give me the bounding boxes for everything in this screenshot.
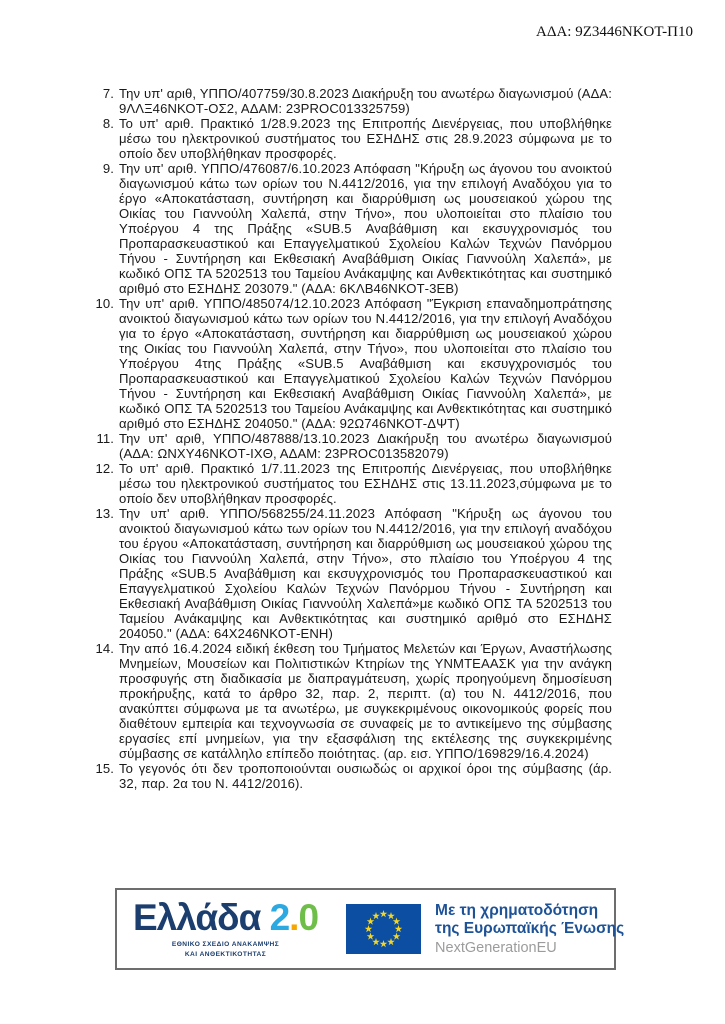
next-generation-eu-label: NextGenerationEU	[435, 939, 557, 956]
list-item-text: Την υπ' αριθ, ΥΠΠΟ/487888/13.10.2023 Διακήρυξη του ανωτέρω διαγωνισμού (ΑΔΑ: ΩΝΧΥ46ΝΚΟΤ-ΙΧΘ, ΑΔΑΜ: 23PROC013582079)	[119, 431, 612, 461]
eu-funding-line2: της Ευρωπαϊκής Ένωσης	[435, 919, 625, 937]
list-item-number: 13.	[95, 506, 114, 521]
greece-wordmark-text: Ελλάδα	[133, 897, 261, 939]
list-item-number: 15.	[95, 761, 114, 776]
greece-version-0: 0	[298, 897, 319, 939]
list-item-text: Την υπ' αριθ, ΥΠΠΟ/407759/30.8.2023 Διακήρυξη του ανωτέρω διαγωνισμού (ΑΔΑ: 9ΛΛΞ46ΝΚΟΤ-ΟΣ2, ΑΔΑΜ: 23PROC013325759)	[119, 86, 612, 116]
eu-funding-line1: Με τη χρηματοδότηση	[435, 902, 599, 920]
list-item-number: 12.	[95, 461, 114, 476]
list-item-text: Το γεγονός ότι δεν τροποποιούνται ουσιωδώς οι αρχικοί όροι της σύμβασης (άρ. 32, παρ. 2α του Ν. 4412/2016).	[119, 761, 612, 791]
list-item-text: Την υπ' αριθ. ΥΠΠΟ/485074/12.10.2023 Απόφαση "Έγκριση επαναδημοπράτησης ανοικτού διαγωνισμού κάτω των ορίων του Ν.4412/2016, για την επιλογή Αναδόχου για το έργο «Αποκατάσταση, συντήρηση και διαρρύθμιση ως μουσειακού χώρου της Οικίας του Γιαννούλη Χαλεπά, στην Τήνο», που υλοποιείται στο πλαίσιο του Υποέργου 4της Πράξης «SUB.5 Αναβάθμιση και εκσυγχρονισμός του Προπαρασκευαστικού και Επαγγελματικού Σχολείου Καλών Τεχνών Πανόρμου Τήνου - Συντήρηση και Εκθεσιακή Αναβάθμιση Οικίας Γιαννούλη Χαλεπά», με κωδικό ΟΠΣ ΤΑ 5202513 του Ταμείου Ανάκαμψης και Ανθεκτικότητας και συστημικό αριθμό στο ΕΣΗΔΗΣ 204050." (ΑΔΑ: 92Ω746ΝΚΟΤ-ΔΨΤ)	[119, 296, 612, 431]
greece-logo-subtitle-line1: ΕΘΝΙΚΟ ΣΧΕΔΙΟ ΑΝΑΚΑΜΨΗΣ	[171, 941, 280, 949]
list-item-number: 9.	[102, 161, 114, 176]
list-item-text: Την υπ' αριθ. ΥΠΠΟ/568255/24.11.2023 Απόφαση "Κήρυξη ως άγονου του ανοικτού διαγωνισμού κάτω των ορίων του Ν.4412/2016, για την επιλογή αναδόχου του έργου «Αποκατάσταση, συντήρηση και διαρρύθμιση ως μουσειακού χώρου της Οικίας του Γιαννούλη Χαλεπά, στην Τήνο», στο πλαίσιο του Υποέργου 4 της Πράξης «SUB.5 Αναβάθμιση και εκσυγχρονισμός του Προπαρασκευαστικού και Επαγγελματικού Σχολείου Καλών Τεχνών Πανόρμου Τήνου - Συντήρηση και Εκθεσιακή Αναβάθμιση Οικίας Γιαννούλη Χαλεπά»με κωδικό ΟΠΣ ΤΑ 5202513 του Ταμείου Ανάκαμψης και Ανθεκτικότητας και συστημικό αριθμό στο ΕΣΗΔΗΣ 204050." (ΑΔΑ: 64Χ246ΝΚΟΤ-ΕΝΗ)	[119, 506, 612, 641]
greece-logo-subtitle-line2: ΚΑΙ ΑΝΘΕΚΤΙΚΟΤΗΤΑΣ	[184, 950, 267, 958]
greece-2-0-wordmark	[133, 897, 319, 939]
list-item	[94, 116, 612, 161]
list-item	[94, 86, 612, 116]
list-item-text: Το υπ' αριθ. Πρακτικό 1/7.11.2023 της Επιτροπής Διενέργειας, που υποβλήθηκε μέσω του ηλεκτρονικού συστήματος του ΕΣΗΔΗΣ στις 13.11.2023,σύμφωνα με το οποίο δεν υποβλήθηκαν προσφορές.	[119, 461, 612, 506]
list-item-text: Την από 16.4.2024 ειδική έκθεση του Τμήματος Μελετών και Έργων, Αναστήλωσης Μνημείων, Μουσείων και Πολιτιστικών Κτηρίων της ΥΝΜΤΕΑΑΣΚ για την ανάγκη προσφυγής στη διαδικασία με διαπραγμάτευση, χωρίς προηγούμενη δημοσίευση προκήρυξης, κατά το άρθρο 32, παρ. 2, περιπτ. (α) του Ν. 4412/2016, που ανακύπτει σύμφωνα με τα ανωτέρω, με συγκεκριμένους οικονομικούς φορείς που διαθέτουν εμπειρία και τεχνογνωσία σε συναφείς με το αντικείμενο της σύμβασης εργασίες επί μνημείων, για την εξασφάλιση της εκτέλεσης της συγκεκριμένης σύμβασης σε κατάλληλο επίπεδο ποιότητας. (αρ. εισ. ΥΠΠΟ/169829/16.4.2024)	[119, 641, 612, 761]
numbered-list	[94, 86, 612, 791]
greece-version-2: 2	[269, 897, 290, 939]
eu-flag-icon	[346, 904, 421, 954]
list-item	[94, 461, 612, 506]
greece-version-dot: .	[289, 897, 299, 939]
list-item-number: 11.	[96, 431, 114, 446]
list-item-number: 7.	[102, 86, 114, 101]
list-item	[94, 761, 612, 791]
greece-logo-subtitle	[133, 940, 318, 958]
list-item-number: 8.	[102, 116, 114, 131]
list-item	[94, 506, 612, 641]
list-item	[94, 641, 612, 761]
funding-banner	[115, 888, 625, 970]
list-item-number: 14.	[95, 641, 114, 656]
list-item-number: 10.	[95, 296, 114, 311]
list-item-text: Την υπ' αριθ. ΥΠΠΟ/476087/6.10.2023 Απόφαση "Κήρυξη ως άγονου του ανοικτού διαγωνισμού κάτω των ορίων του Ν.4412/2016, για την επιλογή Αναδόχου για το έργο «Αποκατάσταση, συντήρηση και διαρρύθμιση ως μουσειακού χώρου της Οικίας του Γιαννούλη Χαλεπά, στην Τήνο», που υλοποιείται στο πλαίσιο του Υποέργου 4 της Πράξης «SUB.5 Αναβάθμιση και εκσυγχρονισμός του Προπαρασκευαστικού και Επαγγελματικού Σχολείου Καλών Τεχνών Πανόρμου Τήνου - Συντήρηση και Εκθεσιακή Αναβάθμιση Οικίας Γιαννούλη Χαλεπά», με κωδικό ΟΠΣ ΤΑ 5202513 του Ταμείου Ανάκαμψης και Ανθεκτικότητας και συστημικό αριθμό στο ΕΣΗΔΗΣ 203079." (ΑΔΑ: 6ΚΛΒ46ΝΚΟΤ-3ΕΒ)	[119, 161, 612, 296]
eu-funding-text	[435, 902, 624, 956]
list-item	[94, 431, 612, 461]
ada-code: ΑΔΑ: 9Z3446NKOT-Π10	[535, 24, 693, 40]
list-item	[94, 161, 612, 296]
list-item-text: Το υπ' αριθ. Πρακτικό 1/28.9.2023 της Επιτροπής Διενέργειας, που υποβλήθηκε μέσω του ηλεκτρονικού συστήματος του ΕΣΗΔΗΣ στις 28.9.2023 σύμφωνα με το οποίο δεν υποβλήθηκαν προσφορές.	[119, 116, 612, 161]
list-item	[94, 296, 612, 431]
greece-2-0-logo	[133, 899, 318, 958]
